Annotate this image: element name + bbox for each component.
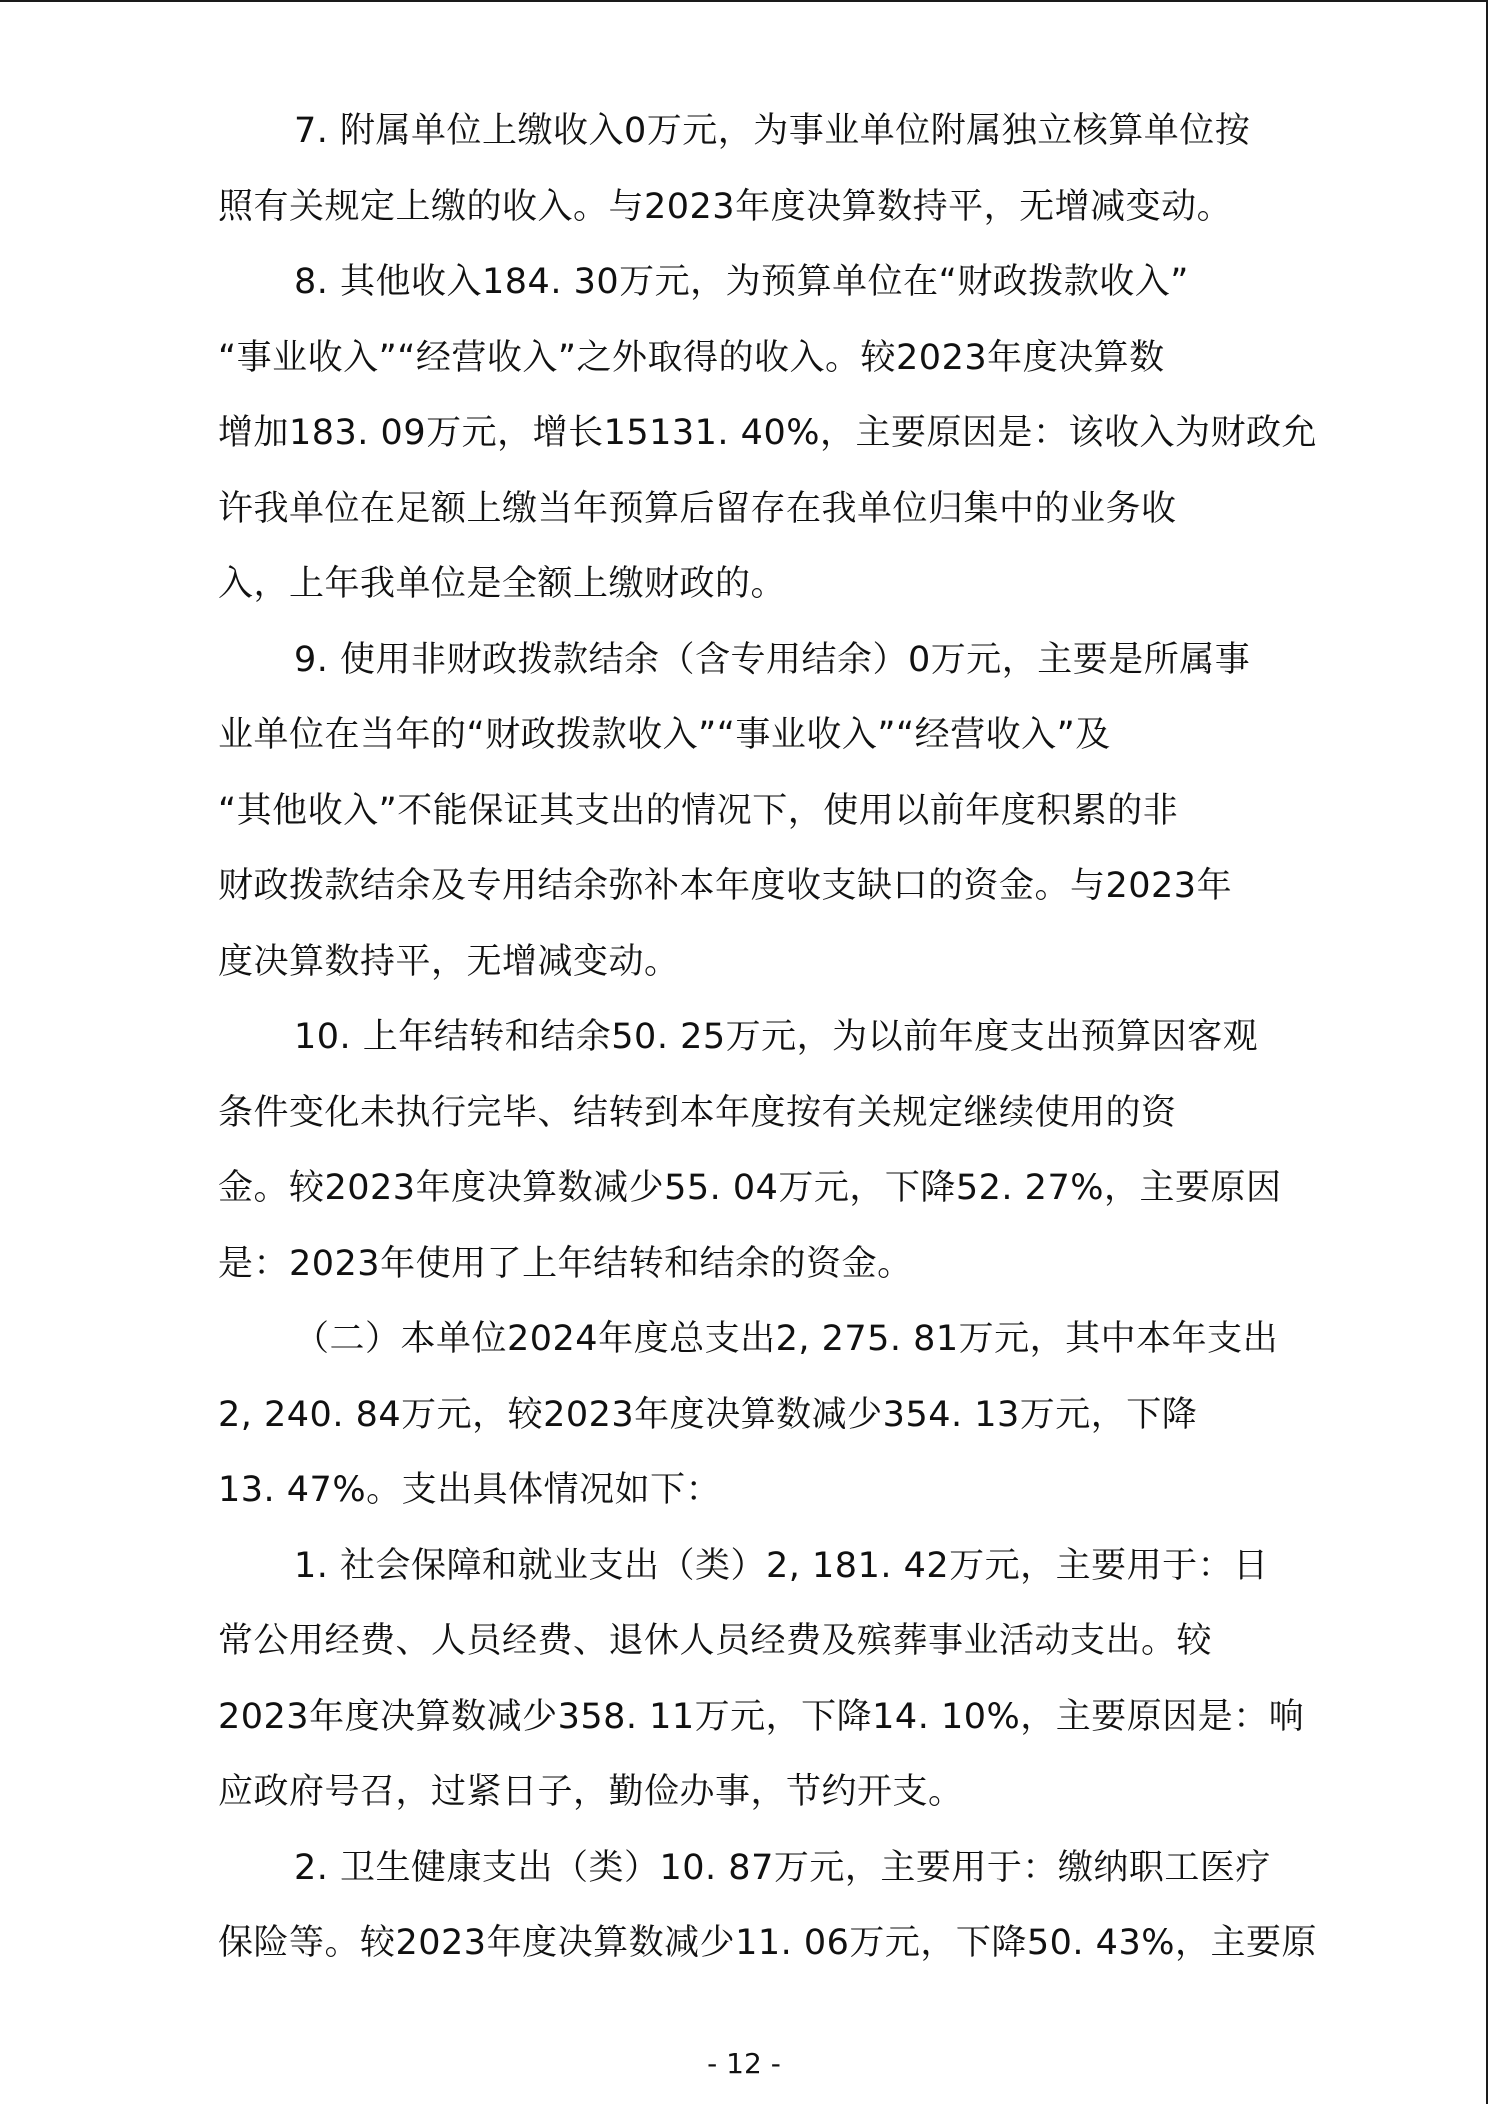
text-line: 度决算数持平，无增减变动。 — [218, 941, 680, 982]
document-body — [218, 94, 1317, 1982]
text-line: 常公用经费、人员经费、退休人员经费及殡葬事业活动支出。较 — [218, 1621, 1213, 1661]
paragraph — [218, 245, 1317, 623]
text-line: 8. 其他收入184. 30万元，为预算单位在“财政拨款收入” — [294, 262, 1189, 302]
text-line: 1. 社会保障和就业支出（类）2, 181. 42万元，主要用于：日 — [294, 1545, 1269, 1586]
text-line: “事业收入”“经营收入”之外取得的收入。较2023年度决算数 — [218, 337, 1165, 378]
text-line: 应政府号召，过紧日子，勤俭办事，节约开支。 — [218, 1772, 964, 1812]
text-line: 条件变化未执行完毕、结转到本年度按有关规定继续使用的资 — [218, 1092, 1177, 1133]
paragraph — [218, 94, 1288, 245]
text-line: 保险等。较2023年度决算数减少11. 06万元，下降50. 43%，主要原 — [218, 1923, 1317, 1963]
text-line: （二）本单位2024年度总支出2, 275. 81万元，其中本年支出 — [294, 1319, 1279, 1359]
text-line: 金。较2023年度决算数减少55. 04万元，下降52. 27%，主要原因 — [218, 1168, 1282, 1208]
text-line: 2, 240. 84万元，较2023年度决算数减少354. 13万元，下降 — [218, 1394, 1198, 1435]
text-line: 财政拨款结余及专用结余弥补本年度收支缺口的资金。与2023年 — [218, 866, 1233, 906]
text-line: “其他收入”不能保证其支出的情况下，使用以前年度积累的非 — [218, 790, 1179, 831]
text-line: 7. 附属单位上缴收入0万元，为事业单位附属独立核算单位按 — [294, 111, 1251, 151]
text-line: 2. 卫生健康支出（类）10. 87万元，主要用于：缴纳职工医疗 — [294, 1847, 1271, 1888]
text-line: 9. 使用非财政拨款结余（含专用结余）0万元，主要是所属事 — [294, 639, 1251, 680]
text-line: 10. 上年结转和结余50. 25万元，为以前年度支出预算因客观 — [294, 1017, 1259, 1057]
page-number: - 12 - — [707, 2047, 781, 2080]
text-line: 入，上年我单位是全额上缴财政的。 — [218, 564, 787, 604]
paragraph — [218, 1529, 1305, 1831]
text-line: 13. 47%。支出具体情况如下： — [218, 1470, 722, 1510]
text-line: 照有关规定上缴的收入。与2023年度决算数持平，无增减变动。 — [218, 186, 1233, 227]
paragraph — [218, 623, 1288, 1001]
text-line: 业单位在当年的“财政拨款收入”“事业收入”“经营收入”及 — [218, 715, 1111, 755]
text-line: 许我单位在足额上缴当年预算后留存在我单位归集中的业务收 — [218, 488, 1177, 529]
paragraph — [218, 1000, 1288, 1302]
paragraph — [218, 1302, 1288, 1529]
text-line: 2023年度决算数减少358. 11万元，下降14. 10%，主要原因是：响 — [218, 1696, 1305, 1737]
text-line: 增加183. 09万元，增长15131. 40%，主要原因是：该收入为财政允 — [218, 413, 1317, 453]
paragraph — [218, 1831, 1317, 1982]
text-line: 是：2023年使用了上年结转和结余的资金。 — [218, 1243, 913, 1284]
